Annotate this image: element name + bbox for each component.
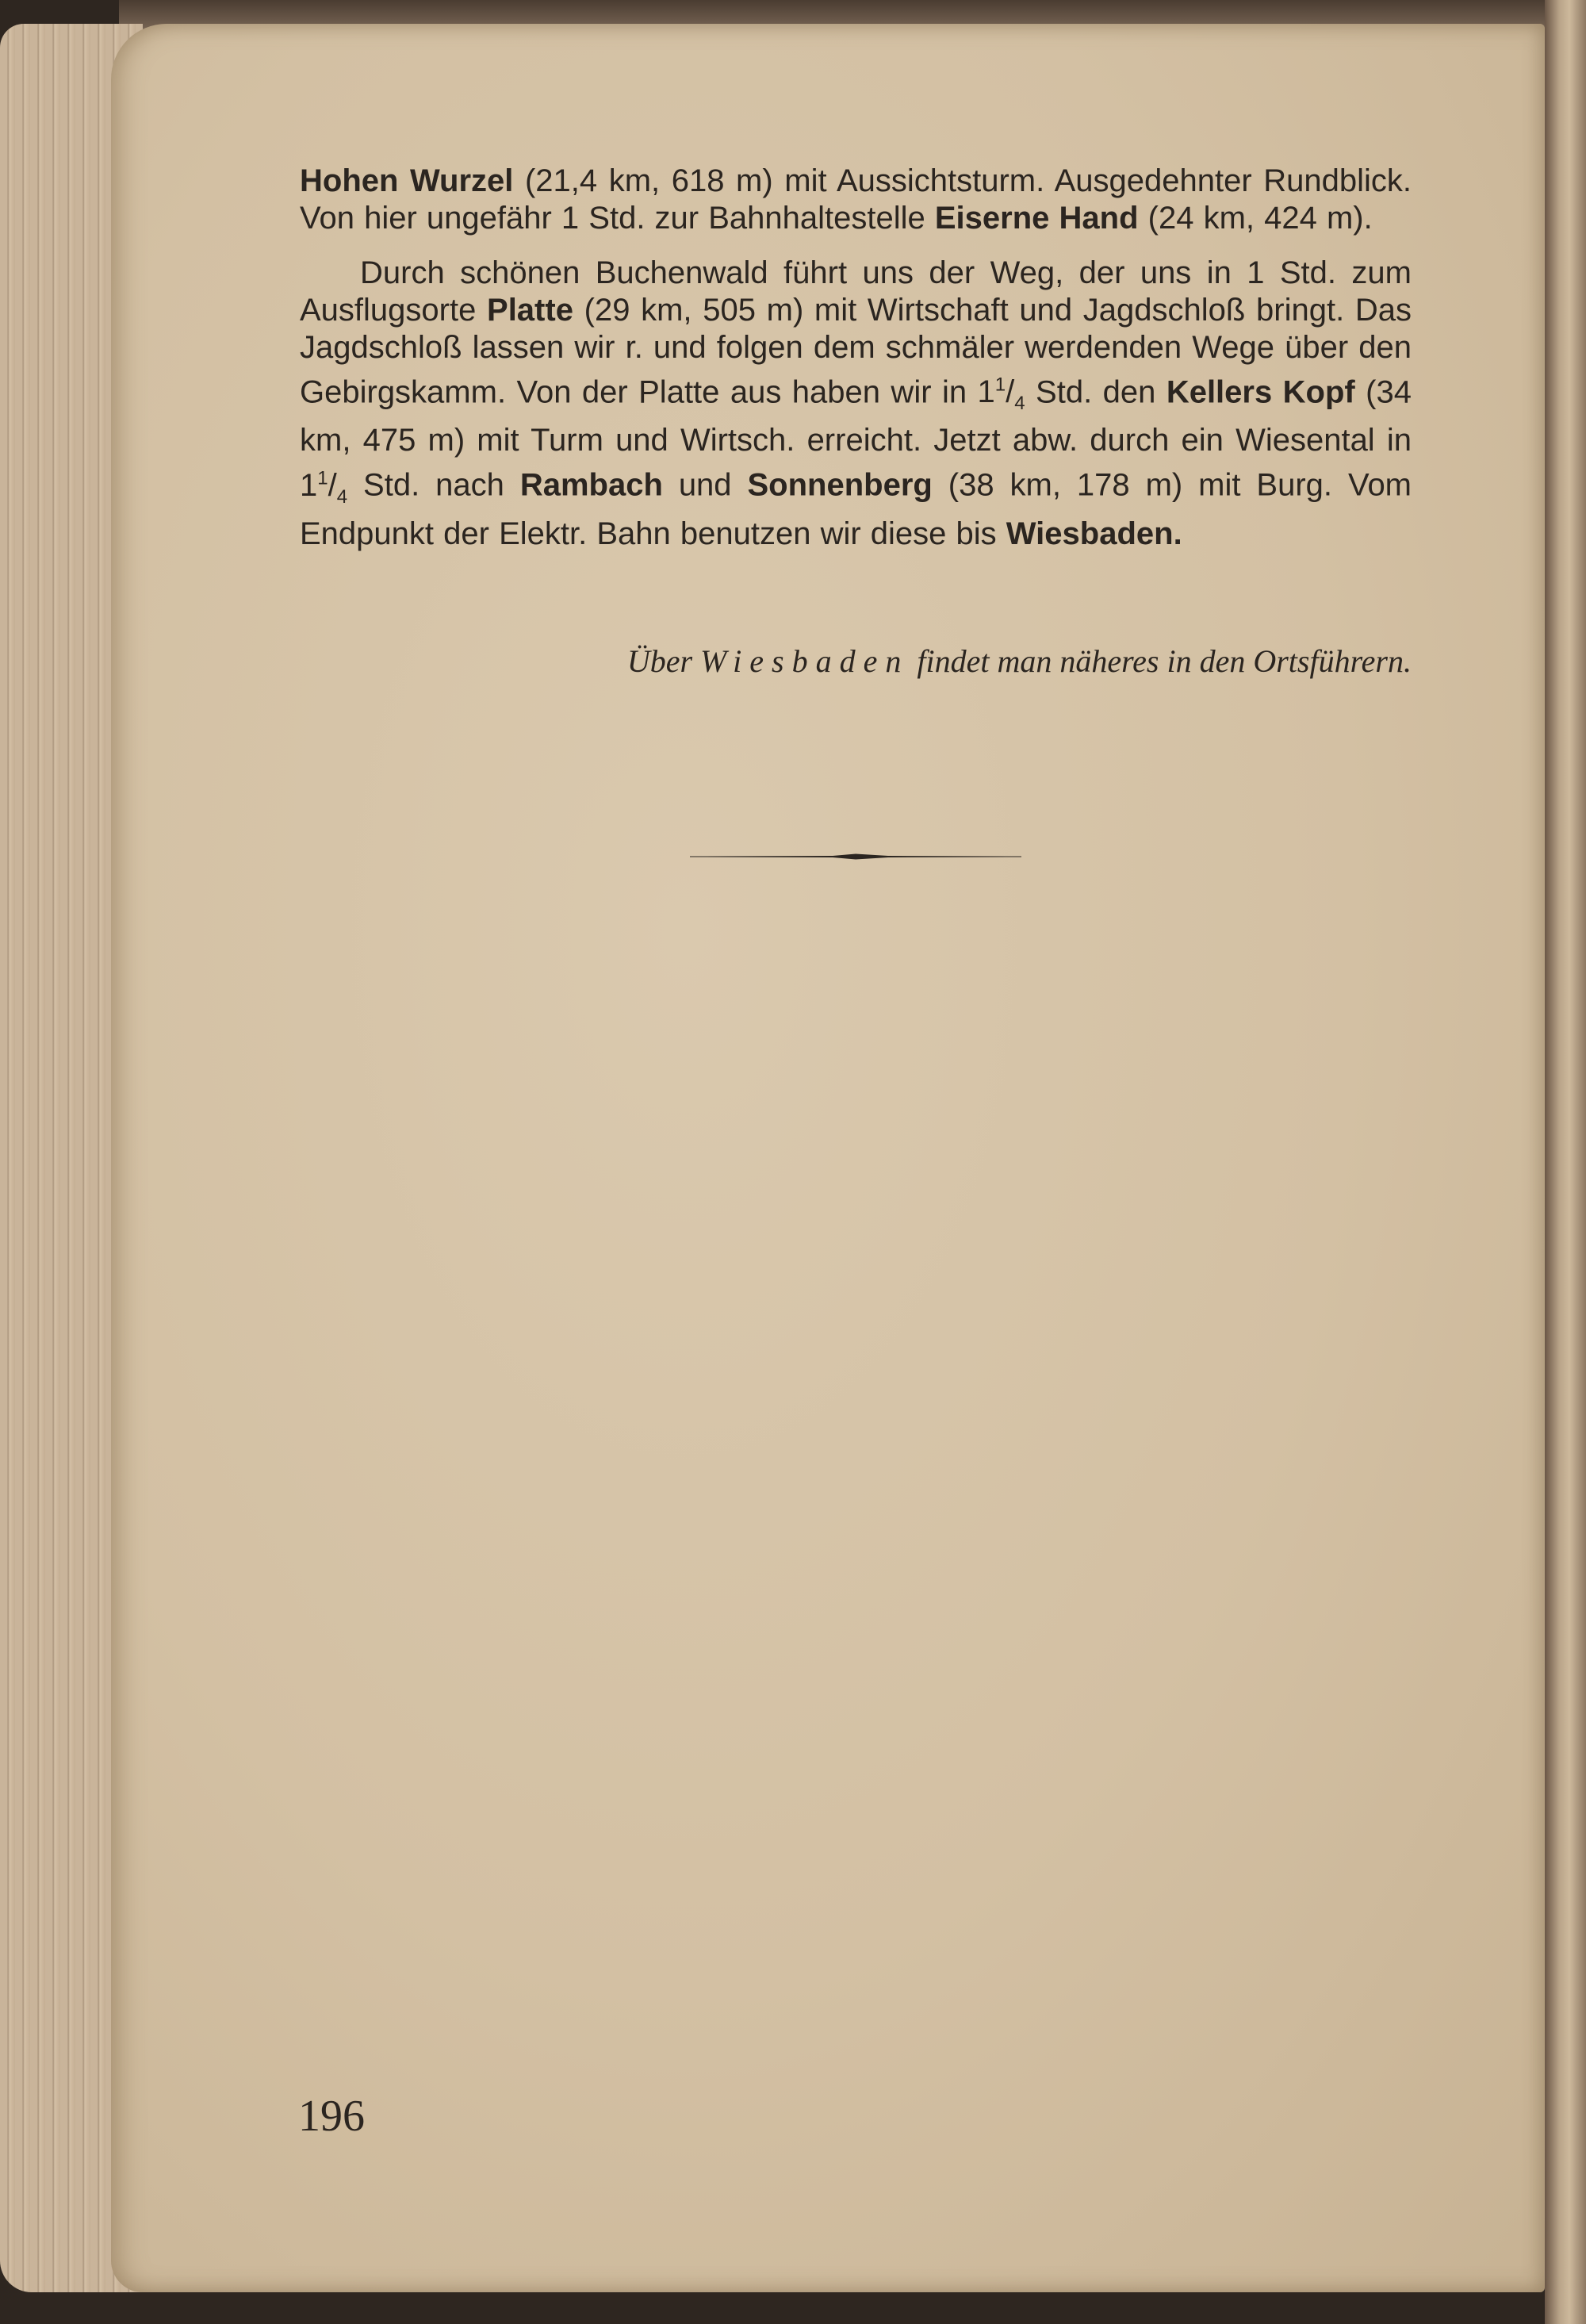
place-name: Sonnenberg — [747, 467, 933, 503]
paragraph-platte — [300, 255, 1412, 553]
text-run: (21,4 km, 618 m) mit Aussichtsturm. Ausgedehnter Rundblick. Von hier ungefähr 1 Std. zur Bahnhaltestelle — [300, 163, 1412, 236]
text-run: Std. nach — [347, 467, 520, 503]
italic-note — [341, 642, 1412, 680]
note-text: findet man näheres in den Ortsführern. — [909, 643, 1412, 679]
page-text — [300, 163, 1412, 553]
text-run: (38 km, 178 m) mit Burg. Vom Endpunkt der Elektr. Bahn benutzen wir diese bis — [300, 467, 1412, 551]
text-run: (34 km, 475 m) mit Turm und Wirtsch. erreicht. Jetzt abw. durch ein Wiesental in — [300, 374, 1412, 458]
place-name: Platte — [487, 293, 573, 328]
section-divider-rule — [690, 853, 1021, 860]
fraction-whole: 1 — [977, 374, 995, 410]
fraction-numerator: 1 — [994, 374, 1006, 396]
fraction-numerator: 1 — [317, 467, 328, 489]
fraction-whole: 1 — [300, 467, 318, 503]
place-name: Hohen Wurzel — [300, 163, 514, 198]
fraction-denominator: 4 — [1014, 393, 1025, 415]
fraction: $1^1/_4$ — [977, 374, 1025, 415]
place-name: Eiserne Hand — [934, 201, 1139, 236]
page-number: 196 — [298, 2092, 365, 2141]
fraction-denominator: 4 — [336, 485, 348, 508]
text-run: und — [662, 467, 748, 503]
book-spine-edge — [1545, 0, 1586, 2324]
text-run: (24 km, 424 m). — [1138, 201, 1373, 236]
text-run: (29 km, 505 m) mit Wirtschaft und Jagdschloß bringt. Das Jagdschloß lassen wir r. und folgen dem schmäler werdenden Wege über den Gebirgskamm. Von der Platte aus haben wir in — [300, 293, 1412, 410]
note-spaced-word: Wiesbaden — [700, 643, 910, 679]
place-name: Rambach — [519, 467, 663, 503]
fraction: $1^1/_4$ — [300, 467, 348, 508]
place-name: Kellers Kopf — [1166, 374, 1355, 410]
paragraph-hohen-wurzel — [300, 163, 1412, 237]
text-run: Std. den — [1025, 374, 1167, 410]
note-text: Über — [626, 643, 701, 679]
place-name: Wiesbaden. — [1006, 516, 1182, 551]
text-run: Durch schönen Buchenwald führt uns der Weg, der uns in 1 Std. zum Ausflugsorte — [300, 255, 1412, 328]
